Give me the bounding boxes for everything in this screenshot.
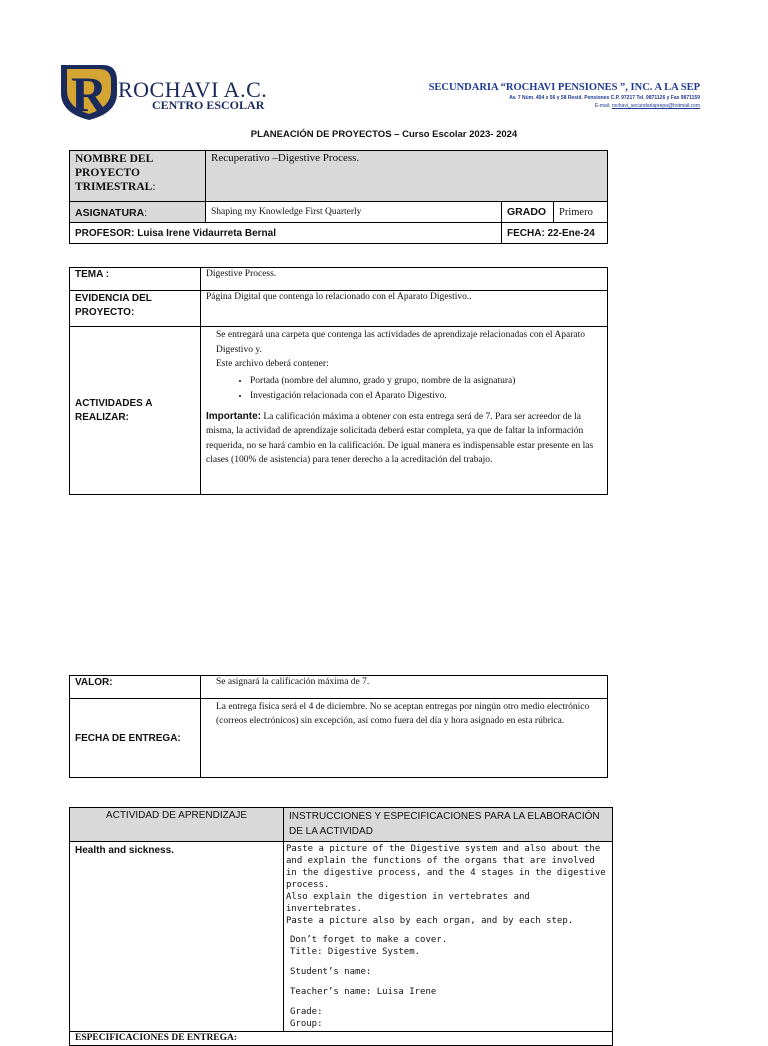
- activity-name: Health and sickness.: [70, 842, 284, 1032]
- asignatura-label: ASIGNATURA: [75, 207, 145, 219]
- document-title: PLANEACIÓN DE PROYECTOS – Curso Escolar 2023- 2024: [250, 129, 518, 140]
- tema-label: TEMA :: [70, 268, 201, 291]
- school-email-line: [595, 103, 700, 109]
- project-info-table: [69, 150, 608, 244]
- col-header-instructions: INSTRUCCIONES Y ESPECIFICACIONES PARA LA ELABORACIÓN DE LA ACTIVIDAD: [284, 808, 613, 842]
- grado-label: GRADO: [502, 202, 554, 223]
- asignatura-value: Shaping my Knowledge First Quarterly: [206, 202, 502, 223]
- svg-text:R: R: [71, 66, 108, 121]
- importante-paragraph: [206, 410, 602, 468]
- tema-value: Digestive Process.: [201, 268, 608, 291]
- nombre-value-cell: [206, 151, 608, 202]
- grado-value: Primero: [554, 202, 608, 223]
- valor-label: VALOR:: [70, 676, 201, 699]
- cover-title: Title: Digestive System.: [290, 947, 421, 957]
- evidencia-value: Página Digital que contenga lo relacionado con el Aparato Digestivo..: [201, 291, 608, 327]
- cover-teacher: Teacher’s name: Luisa Irene: [290, 987, 437, 997]
- actividades-intro: Se entregará una carpeta que contenga las actividades de aprendizaje relacionadas con el Aparato Digestivo y.: [216, 330, 585, 355]
- cover-group: Group:: [290, 1019, 323, 1029]
- actividades-intro2: Este archivo deberá contener:: [216, 359, 329, 369]
- list-item: • Portada (nombre del alumno, grado y grupo, nombre de la asignatura): [250, 374, 602, 389]
- asignatura-label-cell: [70, 202, 206, 223]
- actividades-cell: [201, 327, 608, 495]
- instructions-cell: [284, 842, 613, 1032]
- activity-instructions-table: [69, 807, 613, 1046]
- project-details-table: [69, 267, 608, 495]
- school-address: Av. 7 Núm. 404 x 56 y 58 Resid. Pensiones C.P. 97217 Tel. 9871126 y Fax 9871159: [509, 95, 700, 101]
- instruction-line: Paste a picture of the Digestive system and also about the and explain the functions of the organs that are involved in the digestive process, and the 4 stages in the digestive process.: [286, 844, 606, 890]
- cover-student: Student’s name:: [290, 967, 372, 977]
- email-label: E-mail:: [594, 103, 611, 109]
- fecha-entrega-label: FECHA DE ENTREGA:: [70, 699, 201, 778]
- col-header-activity: ACTIVIDAD DE APRENDIZAJE: [70, 808, 284, 842]
- valor-value: Se asignará la calificación máxima de 7.: [201, 676, 608, 699]
- evidencia-label: EVIDENCIA DEL PROYECTO:: [70, 291, 201, 327]
- logo-name: ROCHAVI A.C.: [118, 77, 268, 102]
- list-item: • Investigación relacionada con el Aparato Digestivo.: [250, 389, 602, 404]
- importante-label: Importante:: [206, 410, 261, 422]
- especificaciones-cell: ESPECIFICACIONES DE ENTREGA:: [70, 1032, 613, 1046]
- fecha-cell: FECHA: 22-Ene-24: [502, 223, 608, 244]
- logo-subtitle: CENTRO ESCOLAR: [152, 98, 265, 112]
- instruction-line: Also explain the digestion in vertebrates and invertebrates.: [286, 892, 530, 914]
- school-logo-shield: [59, 63, 121, 121]
- nombre-colon: :: [152, 181, 156, 193]
- asignatura-colon: :: [144, 207, 148, 219]
- fecha-entrega-value: La entrega física será el 4 de diciembre. No se aceptan entregas por ningún otro medio electrónico (correos electrónicos) sin excepción, así como fuera del día y hora asignado en esta rúbrica.: [201, 699, 608, 778]
- profesor-cell: PROFESOR: Luisa Irene Vidaurreta Bernal: [70, 223, 502, 244]
- valor-fecha-table: [69, 675, 608, 778]
- nombre-label: NOMBRE DEL PROYECTO TRIMESTRAL: [75, 153, 153, 193]
- email-link[interactable]: rochavi_secundariaprepa@hotmail.com: [611, 103, 700, 109]
- actividades-list: [206, 374, 602, 404]
- cover-grade: Grade:: [290, 1007, 323, 1017]
- importante-text: La calificación máxima a obtener con esta entrega será de 7. Para ser acreedor de la misma, la actividad de aprendizaje solicitada deberá estar completa, ya que de faltar la información requerida, no se hará cambio en la calificación. De igual manera es indispensable estar presente en las clases (100% de asistencia) para tener derecho a la acreditación del trabajo.: [206, 411, 594, 465]
- nombre-value: Recuperativo –Digestive Process.: [211, 152, 360, 164]
- actividades-label: ACTIVIDADES A REALIZAR:: [70, 327, 201, 495]
- instruction-line: Paste a picture also by each organ, and by each step.: [286, 916, 574, 926]
- school-name: SECUNDARIA “ROCHAVI PENSIONES ”, INC. A LA SEP: [428, 82, 700, 93]
- nombre-label-cell: [70, 151, 206, 202]
- cover-reminder: Don’t forget to make a cover.: [290, 935, 448, 945]
